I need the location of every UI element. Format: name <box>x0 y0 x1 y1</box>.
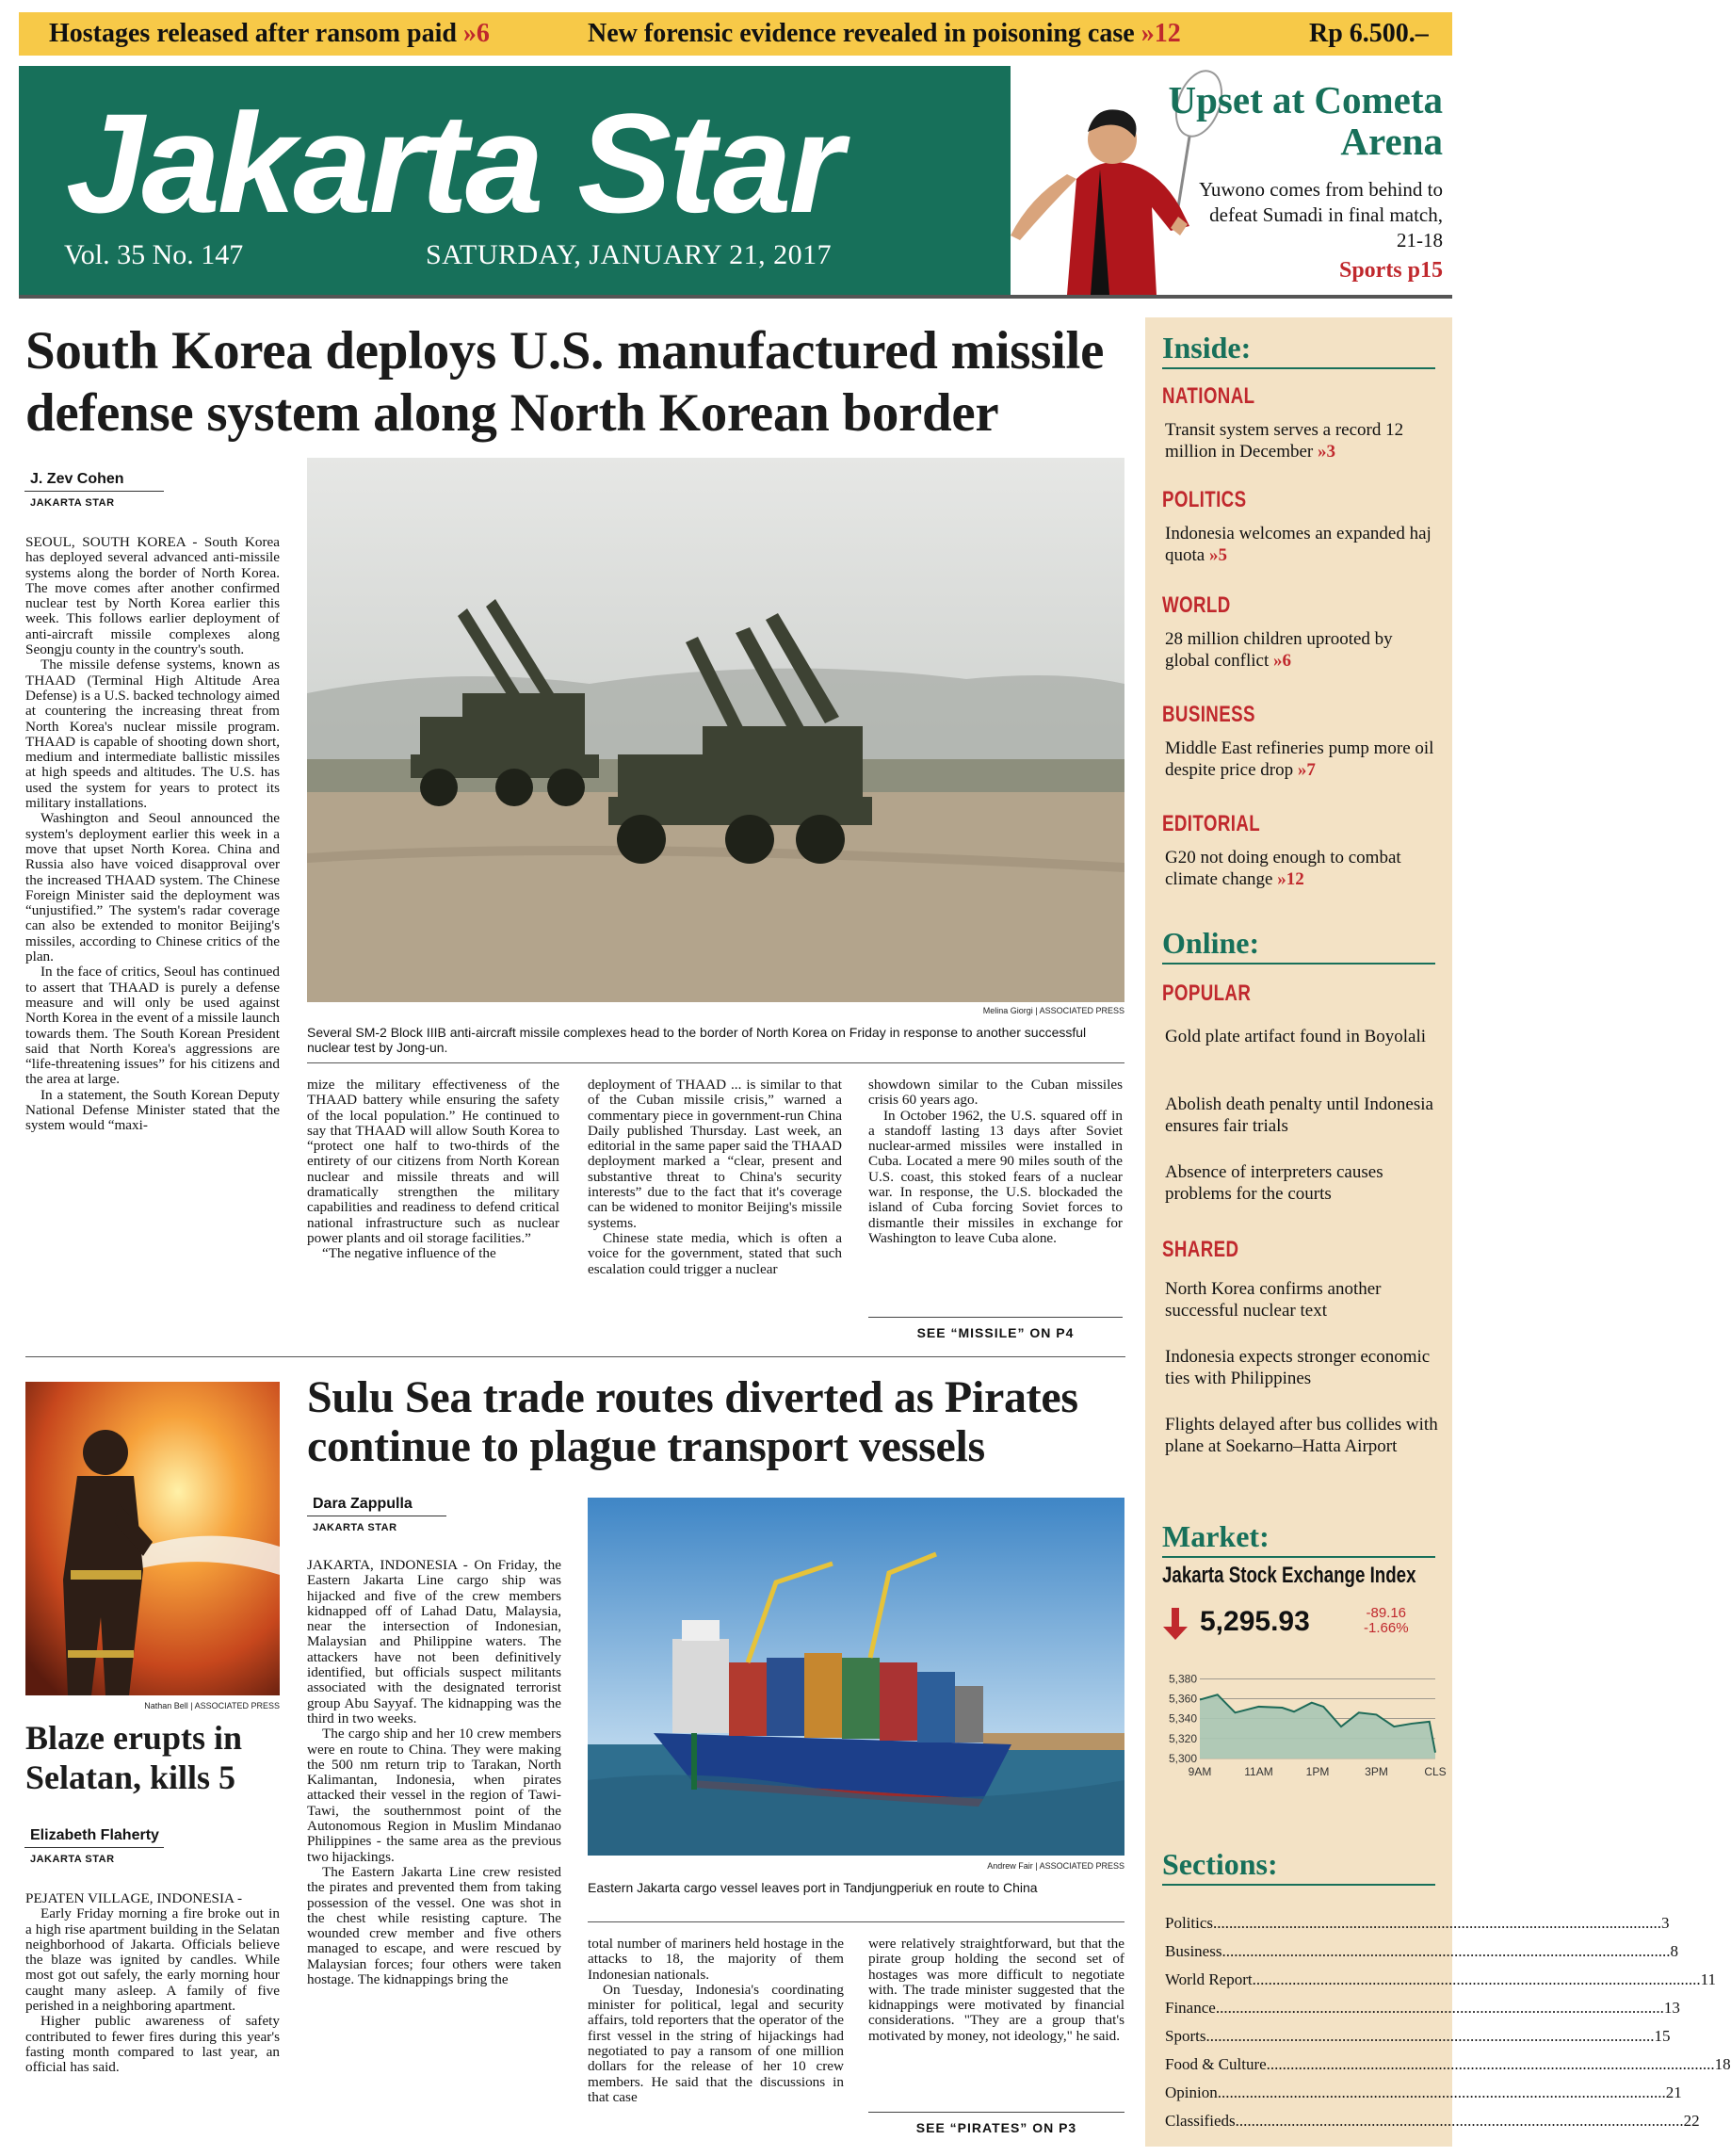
section-name: Food & Culture <box>1165 2055 1267 2073</box>
chart-y-tick-label: 5,320 <box>1168 1731 1197 1745</box>
inside-category[interactable]: EDITORIAL <box>1162 811 1261 836</box>
popular-item[interactable]: Absence of interpreters causes problems for the courts <box>1165 1162 1383 1204</box>
sections-list <box>1165 1909 1731 2135</box>
lead-paragraph: In the face of critics, Seoul has continued to assert that THAAD is purely a defense measure and will only be used against North Korea in the event of a missile launch towards them. The South Korean President said that North Korea's aggressions are “life-threatening issues” for his citizens and the area at large. <box>25 964 280 1088</box>
blaze-org: JAKARTA STAR <box>30 1854 115 1865</box>
blaze-photo-credit: Nathan Bell | ASSOCIATED PRESS <box>144 1701 280 1710</box>
masthead <box>19 66 1011 295</box>
pirates-byline <box>307 1496 446 1533</box>
pirates-paragraph: On Tuesday, Indonesia's coordinating minister for political, legal and security affairs, told reporters that the operator of the first vessel in the string of hijackings had negotiated to pay a ransom of one million dollars for the release of her 10 crew members. He said that the discussions in that case <box>588 1981 844 2105</box>
pirates-author: Dara Zappulla <box>307 1496 446 1516</box>
section-name: World Report <box>1165 1970 1253 1988</box>
blaze-byline <box>24 1827 164 1865</box>
chart-y-tick-label: 5,360 <box>1168 1692 1197 1706</box>
lead-paragraph: “The negative influence of the <box>322 1245 496 1262</box>
inside-category[interactable]: POLITICS <box>1162 487 1247 512</box>
lead-headline[interactable]: South Korea deploys U.S. manufactured missile defense system along North Korean border <box>25 321 1105 443</box>
market-index-name: Jakarta Stock Exchange Index <box>1162 1563 1416 1588</box>
lead-byline <box>24 471 164 509</box>
inside-item[interactable] <box>1165 419 1438 462</box>
cargo-ship-image <box>588 1498 1124 1856</box>
shared-label: SHARED <box>1162 1237 1239 1262</box>
cover-price: Rp 6.500.– <box>1309 19 1429 48</box>
ribbon-story-2[interactable] <box>588 19 1181 49</box>
inside-item-ref: »7 <box>1297 760 1316 780</box>
newspaper-logo: Jakarta Star <box>66 84 841 242</box>
issue-date: SATURDAY, JANUARY 21, 2017 <box>426 239 833 270</box>
pirates-photo-credit: Andrew Fair | ASSOCIATED PRESS <box>987 1861 1124 1871</box>
blaze-paragraph: Higher public awareness of safety contributed to fewer fires during this year's fasting month compared to last year, an official has said. <box>25 2013 280 2076</box>
inside-item-ref: »3 <box>1317 442 1335 462</box>
pirates-column-1 <box>307 1558 561 2146</box>
section-name: Classifieds <box>1165 2112 1236 2130</box>
top-ribbon <box>19 12 1452 56</box>
pirates-paragraph: total number of mariners held hostage in the attacks to 18, the majority of them Indonesian nationals. <box>588 1936 844 1983</box>
section-name: Sports <box>1165 2027 1206 2045</box>
chart-x-tick-label: 1PM <box>1305 1765 1330 1778</box>
popular-label: POPULAR <box>1162 981 1252 1006</box>
lead-paragraph: Washington and Seoul announced the system's deployment earlier this week in a move that upset North Korea. China and Russia also have voiced disapproval over the increased THAAD system. The Chinese Foreign Minister said the deployment was “unjustified.” The system's radar coverage can also be extended to monitor Beijing's missiles, according to Chinese critics of the plan. <box>25 810 280 965</box>
inside-item[interactable] <box>1165 847 1438 890</box>
section-row[interactable] <box>1165 1909 1670 1937</box>
pirates-paragraph: The cargo ship and her 10 crew members were en route to China. They were making the 500 nm return trip to Tarakan, North Kalimantan, Indonesia, when pirates attacked their vessel in the region of Tawi-Tawi, the southernmost point of the Autonomous Region in Muslim Mindanao Philippines - the same area as the previous two hijackings. <box>307 1726 561 1865</box>
popular-item[interactable]: Gold plate artifact found in Boyolali <box>1165 1027 1427 1046</box>
pirates-headline[interactable]: Sulu Sea trade routes diverted as Pirates continue to plague transport vessels <box>307 1372 1078 1471</box>
lead-paragraph: In October 1962, the U.S. squared off in a standoff lasting 13 days after Soviet nuclear-armed missiles were installed in Cuba. Located a mere 90 miles south of the U.S. coast, this stoked fears of a nuclear war. In response, the U.S. blockaded the island of Cuba forcing Soviet forces to dismantle their missiles in exchange for Washington to leave Cuba alone. <box>868 1107 1123 1246</box>
market-change-percent: -1.66% <box>1364 1620 1409 1636</box>
section-name: Opinion <box>1165 2083 1218 2101</box>
lead-photo-credit: Melina Giorgi | ASSOCIATED PRESS <box>982 1006 1124 1015</box>
inside-item-ref: »6 <box>1273 651 1292 671</box>
lead-paragraph: deployment of THAAD ... is similar to that of the Cuban missile crisis,” warned a commentary piece in government-run China Daily published Thursday. Last week, an editorial in the same paper said the THAAD deployment marked a “clear, present and substantive threat to China's security interests” due to the fact that it's coverage can be widened to monitor Beijing's missile systems. <box>588 1077 842 1231</box>
section-page: 15 <box>1654 2027 1671 2045</box>
blaze-author: Elizabeth Flaherty <box>24 1827 164 1848</box>
chart-x-tick-label: 3PM <box>1365 1765 1388 1778</box>
section-page: 8 <box>1670 1942 1678 1960</box>
lead-paragraph: Chinese state media, which is often a voice for the government, stated that such escalation could trigger a nuclear <box>588 1229 842 1277</box>
firefighter-photo <box>25 1382 280 1695</box>
section-name: Finance <box>1165 1999 1216 2017</box>
lead-paragraph: In a statement, the South Korean Deputy National Defense Minister stated that the system would “maxi- <box>25 1086 280 1134</box>
lead-org: JAKARTA STAR <box>30 497 115 509</box>
inside-title: Inside: <box>1162 331 1435 369</box>
market-index-change <box>1364 1606 1409 1636</box>
lead-author: J. Zev Cohen <box>24 471 164 492</box>
pirates-photo-caption: Eastern Jakarta cargo vessel leaves port in Tandjungperiuk en route to China <box>588 1880 1038 1895</box>
section-divider <box>25 1356 1125 1357</box>
chart-x-tick-label: CLS <box>1424 1765 1447 1778</box>
chart-y-tick-label: 5,340 <box>1168 1711 1197 1726</box>
market-chart <box>1158 1664 1447 1783</box>
inside-item[interactable] <box>1165 523 1438 566</box>
pirates-column-3 <box>868 1937 1124 2099</box>
lead-column-4 <box>868 1078 1123 1313</box>
inside-category[interactable]: NATIONAL <box>1162 383 1255 409</box>
pirates-continued-link[interactable]: SEE “PIRATES” ON P3 <box>868 2112 1124 2135</box>
section-page: 3 <box>1661 1914 1670 1932</box>
promo-text: Yuwono comes from behind to defeat Sumadi in final match, 21-18 <box>1199 178 1443 251</box>
inside-item-text: Transit system serves a record 12 million in December <box>1165 420 1404 462</box>
sections-title: Sections: <box>1162 1847 1435 1886</box>
inside-item-text: Middle East refineries pump more oil despite price drop <box>1165 738 1434 780</box>
lead-paragraph: showdown similar to the Cuban missiles crisis 60 years ago. <box>868 1077 1123 1109</box>
caption-rule <box>307 1062 1124 1063</box>
section-page: 22 <box>1683 2112 1700 2130</box>
inside-item-text: Indonesia welcomes an expanded haj quota <box>1165 524 1432 565</box>
lead-paragraph: mize the military effectiveness of the THAAD battery while ensuring the safety of the local population.” He continued to say that THAAD will allow South Korea to “protect one half to two-thirds of the entirety of our citizens from North Korean nuclear and missile threats and will dramatically strengthen the military capabilities and readiness to defend critical national infrastructure such as nuclear power plants and oil storage facilities.” <box>307 1077 559 1246</box>
blaze-headline[interactable]: Blaze erupts in Selatan, kills 5 <box>25 1719 242 1796</box>
inside-item-text: 28 million children uprooted by global conflict <box>1165 629 1393 671</box>
promo-title: Upset at Cometa Arena <box>1168 78 1443 163</box>
sidebar <box>1145 317 1731 2147</box>
section-row[interactable] <box>1165 2051 1731 2079</box>
lead-column-3 <box>588 1078 842 1343</box>
masthead-rule <box>19 295 1452 299</box>
ribbon-story-1-ref: »6 <box>462 19 490 48</box>
section-page: 13 <box>1663 1999 1680 2017</box>
market-index-value: 5,295.93 <box>1200 1606 1310 1637</box>
section-row[interactable] <box>1165 2022 1671 2051</box>
market-change-points: -89.16 <box>1366 1605 1407 1621</box>
inside-item-ref: »12 <box>1277 869 1304 889</box>
market-title: Market: <box>1162 1519 1435 1558</box>
blaze-paragraph: Early Friday morning a fire broke out in a high rise apartment building in the Selatan neighborhood of Jakarta. Officials believe the blaze was ignited by candles. While most got out safely, the early morning hour caught many asleep. A family of five perished in a neighboring apartment. <box>25 1905 280 2015</box>
section-row[interactable] <box>1165 2107 1700 2135</box>
inside-item-ref: »5 <box>1208 545 1227 565</box>
section-page: 21 <box>1665 2083 1682 2101</box>
pirates-paragraph: JAKARTA, INDONESIA - On Friday, the Eastern Jakarta Line cargo ship was hijacked and five of the crew members kidnapped off of Lahad Datu, Malaysia, near the intersection of Indonesian, Malaysian and Philippine waters. The attackers have not been definitively identified, but officials suspect militants associated with the designated terrorist group Abu Sayyaf. The kidnapping was the third in two weeks. <box>307 1557 561 1726</box>
lead-continued-link[interactable]: SEE “MISSILE” ON P4 <box>868 1317 1123 1340</box>
blaze-column <box>25 1891 280 2146</box>
ribbon-story-1-text: Hostages released after ransom paid <box>49 19 457 48</box>
blaze-paragraph: PEJATEN VILLAGE, INDONESIA - <box>25 1890 243 1906</box>
online-title: Online: <box>1162 926 1435 965</box>
missile-launcher-photo <box>307 458 1124 1002</box>
section-name: Business <box>1165 1942 1222 1960</box>
pirates-paragraph: were relatively straightforward, but that the pirate group holding the second set of hostages was more difficult to negotiate with. The trade minister suggested that the kidnappings were motivated by financial considerations. "They are a group that's motivated by money, not ideology," he said. <box>868 1936 1124 2044</box>
section-name: Politics <box>1165 1914 1214 1932</box>
volume-number: Vol. 35 No. 147 <box>64 239 244 270</box>
chart-x-tick-label: 11AM <box>1244 1765 1273 1778</box>
lead-column-1 <box>25 535 280 1343</box>
ribbon-story-2-text: New forensic evidence revealed in poisoning case <box>588 19 1135 48</box>
inside-item-text: G20 not doing enough to combat climate change <box>1165 848 1401 889</box>
section-page: 18 <box>1714 2055 1731 2073</box>
section-page: 11 <box>1700 1970 1716 1988</box>
ribbon-story-2-ref: »12 <box>1141 19 1181 48</box>
sports-promo[interactable] <box>1011 66 1452 295</box>
section-row[interactable] <box>1165 1937 1678 1966</box>
lead-paragraph: SEOUL, SOUTH KOREA - South Korea has deployed several advanced anti-missile systems along the border of North Korea. The move comes after another confirmed nuclear test by North Korea earlier this week. This follows earlier deployment of anti-aircraft missile complexes along Seongju county in the country's south. <box>25 534 280 658</box>
section-row[interactable] <box>1165 2079 1682 2107</box>
popular-item[interactable]: Abolish death penalty until Indonesia ensures fair trials <box>1165 1094 1433 1136</box>
chart-y-tick-label: 5,380 <box>1168 1672 1197 1686</box>
chart-y-tick-label: 5,300 <box>1168 1752 1197 1765</box>
chart-x-tick-label: 9AM <box>1188 1765 1212 1778</box>
shared-item[interactable]: Flights delayed after bus collides with plane at Soekarno–Hatta Airport <box>1165 1415 1438 1456</box>
section-row[interactable] <box>1165 1994 1680 2022</box>
lead-photo-caption: Several SM-2 Block IIIB anti-aircraft missile complexes head to the border of North Korea on Friday in response to another successful nuclear test by Jong-un. <box>307 1025 1087 1055</box>
cargo-ship-photo <box>588 1498 1124 1856</box>
section-row[interactable] <box>1165 1966 1716 1994</box>
pirates-org: JAKARTA STAR <box>313 1522 397 1533</box>
firefighter-image <box>25 1382 280 1695</box>
promo-page-ref[interactable]: Sports p15 <box>1338 258 1443 283</box>
lead-column-2 <box>307 1078 559 1343</box>
pirates-paragraph: The Eastern Jakarta Line crew resisted the pirates and prevented them from taking possession of the vessel. One was shot in the chest while resisting capture. The wounded crew member and five others managed to escape, and were rescued by Malaysian forces; four others were taken hostage. The kidnappings bring the <box>307 1863 561 1988</box>
pirates-column-2 <box>588 1937 844 2146</box>
shared-item[interactable]: Indonesia expects stronger economic ties with Philippines <box>1165 1347 1431 1388</box>
missile-trucks-image <box>307 458 1124 1002</box>
ribbon-story-1[interactable] <box>49 19 490 49</box>
inside-item[interactable] <box>1165 628 1438 672</box>
inside-item[interactable] <box>1165 738 1438 781</box>
inside-category[interactable]: WORLD <box>1162 592 1231 618</box>
down-arrow-icon <box>1162 1608 1189 1640</box>
pirates-caption-rule <box>588 1921 1124 1922</box>
inside-category[interactable]: BUSINESS <box>1162 702 1255 727</box>
shared-item[interactable]: North Korea confirms another successful nuclear text <box>1165 1279 1382 1321</box>
lead-paragraph: The missile defense systems, known as THAAD (Terminal High Altitude Area Defense) is a U.S. backed technology aimed at countering the increasing threat from North Korea's nuclear missile program. THAAD is capable of shooting down short, medium and intermediate ballistic missiles at high speeds and altitudes. The U.S. has used the system for years to protect its military installations. <box>25 657 280 812</box>
